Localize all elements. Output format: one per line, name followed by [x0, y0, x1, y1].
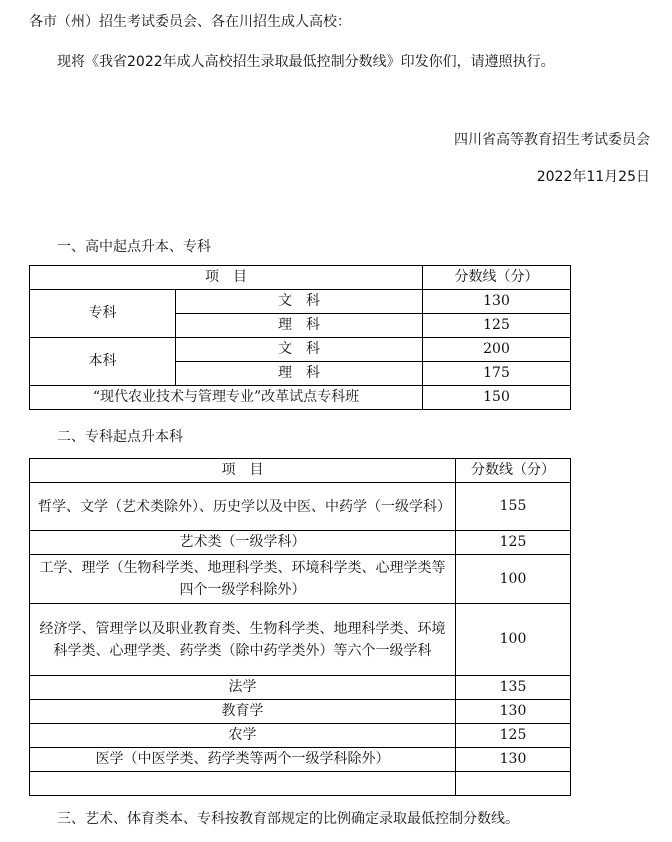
empty-cell — [456, 772, 571, 796]
score-cell: 100 — [456, 604, 571, 676]
subject-label: 工学、理学（生物科学类、地理科学类、环境科学类、心理学类等四个一级学科除外） — [30, 555, 456, 604]
section1-table — [29, 265, 571, 410]
score-cell: 155 — [456, 483, 571, 531]
table-row — [30, 483, 571, 531]
section2-heading: 二、专科起点升本科 — [57, 429, 183, 445]
table-row — [30, 555, 571, 604]
pilot-program-label: “现代农业技术与管理专业”改革试点专科班 — [30, 386, 423, 410]
column-header-item: 项 目 — [30, 266, 423, 290]
subject-label: 教育学 — [30, 700, 456, 724]
subject-label: 医学（中医学类、药学类等两个一级学科除外） — [30, 748, 456, 772]
score-cell: 200 — [423, 338, 571, 362]
issue-date: 2022年11月25日 — [536, 169, 650, 185]
table-row — [30, 676, 571, 700]
empty-table-row — [30, 772, 571, 796]
subcategory-wenke: 文 科 — [176, 290, 423, 314]
table-row — [30, 748, 571, 772]
table-header-row — [30, 266, 571, 290]
score-cell: 125 — [456, 724, 571, 748]
table-header-row — [30, 459, 571, 483]
score-cell: 150 — [423, 386, 571, 410]
score-cell: 175 — [423, 362, 571, 386]
subcategory-like: 理 科 — [176, 362, 423, 386]
table-row — [30, 531, 571, 555]
intro-paragraph: 现将《我省2022年成人高校招生录取最低控制分数线》印发你们，请遵照执行。 — [57, 54, 555, 70]
score-cell: 125 — [423, 314, 571, 338]
table-row — [30, 724, 571, 748]
table-row — [30, 604, 571, 676]
column-header-score: 分数线（分） — [456, 459, 571, 483]
subcategory-like: 理 科 — [176, 314, 423, 338]
table-row — [30, 386, 571, 410]
recipients-line: 各市（州）招生考试委员会、各在川招生成人高校： — [29, 14, 351, 30]
subject-label: 法学 — [30, 676, 456, 700]
empty-cell — [30, 772, 456, 796]
section2-table — [29, 458, 571, 796]
section1-heading: 一、高中起点升本、专科 — [57, 239, 211, 255]
category-zhuanke: 专科 — [30, 290, 176, 338]
subject-label: 艺术类（一级学科） — [30, 531, 456, 555]
subject-label: 经济学、管理学以及职业教育类、生物科学类、地理科学类、环境科学类、心理学类、药学类（除中药学类外）等六个一级学科 — [30, 604, 456, 676]
table-row — [30, 290, 571, 314]
table-row — [30, 338, 571, 362]
score-cell: 130 — [456, 748, 571, 772]
section3-note: 三、艺术、体育类本、专科按教育部规定的比例确定录取最低控制分数线。 — [57, 811, 519, 827]
subcategory-wenke: 文 科 — [176, 338, 423, 362]
column-header-item: 项 目 — [30, 459, 456, 483]
subject-label: 农学 — [30, 724, 456, 748]
issuer-name: 四川省高等教育招生考试委员会 — [454, 132, 650, 148]
score-cell: 130 — [423, 290, 571, 314]
score-cell: 135 — [456, 676, 571, 700]
subject-label: 哲学、文学（艺术类除外）、历史学以及中医、中药学（一级学科） — [30, 483, 456, 531]
score-cell: 130 — [456, 700, 571, 724]
score-cell: 125 — [456, 531, 571, 555]
table-row — [30, 700, 571, 724]
category-benke: 本科 — [30, 338, 176, 386]
column-header-score: 分数线（分） — [423, 266, 571, 290]
score-cell: 100 — [456, 555, 571, 604]
